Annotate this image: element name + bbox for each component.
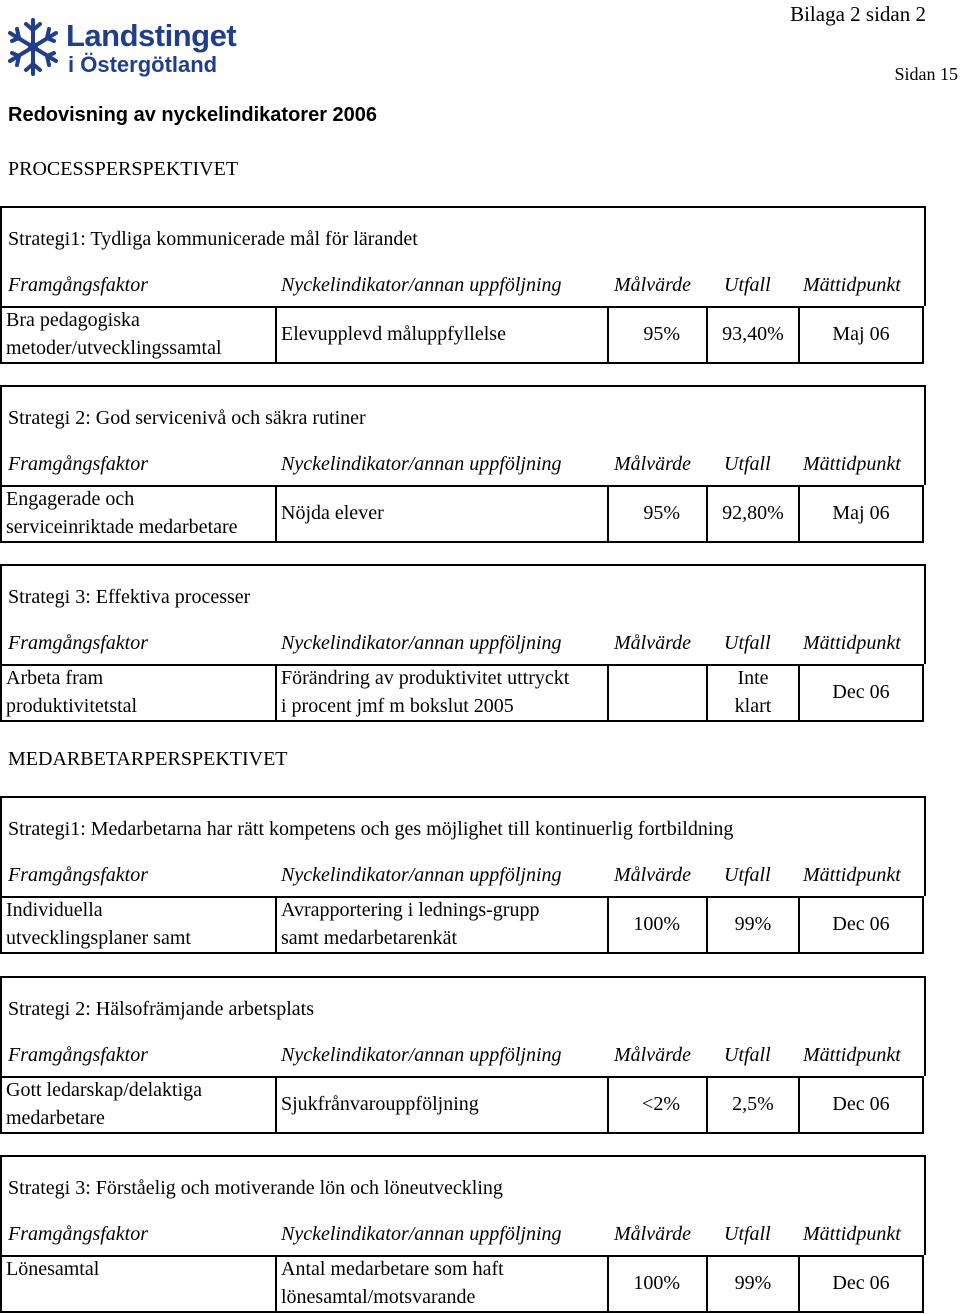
- page-number: Sidan 15: [894, 64, 958, 84]
- target-cell: [607, 664, 708, 722]
- time-cell: [798, 664, 924, 722]
- factor-cell: [0, 485, 277, 543]
- target-cell: [607, 306, 708, 364]
- indicator-text: lönesamtal/motsvarande: [281, 1286, 476, 1308]
- column-header-c3: Målvärde: [614, 1223, 692, 1245]
- indicator-text: Avrapportering i lednings-grupp: [281, 899, 540, 921]
- indicator-text: Förändring av produktivitet uttryckt: [281, 667, 570, 689]
- column-header-c1: Framgångsfaktor: [8, 864, 148, 886]
- indicator-text: i procent jmf m bokslut 2005: [281, 695, 514, 717]
- factor-cell: [0, 1255, 277, 1313]
- time-cell: [798, 306, 924, 364]
- strategy-frame: [0, 1030, 926, 1076]
- outcome-text: Inte: [737, 667, 769, 689]
- column-header-c1: Framgångsfaktor: [8, 453, 148, 475]
- column-header-c3: Målvärde: [614, 1044, 692, 1066]
- target-text: 95%: [643, 502, 680, 524]
- strategy-header: [0, 796, 926, 852]
- outcome-text: 2,5%: [732, 1093, 774, 1115]
- column-header-c2: Nyckelindikator/annan uppföljning: [281, 632, 562, 654]
- target-cell: [607, 1076, 708, 1134]
- column-header-c1: Framgångsfaktor: [8, 1223, 148, 1245]
- time-cell: [798, 896, 924, 954]
- column-header-c1: Framgångsfaktor: [8, 632, 148, 654]
- outcome-text: 93,40%: [722, 323, 784, 345]
- outcome-cell: [706, 664, 800, 722]
- target-cell: [607, 485, 708, 543]
- factor-cell: [0, 896, 277, 954]
- time-text: Dec 06: [832, 1272, 890, 1294]
- time-text: Maj 06: [832, 323, 890, 345]
- indicator-text: Sjukfrånvarouppföljning: [281, 1093, 479, 1115]
- column-header-c1: Framgångsfaktor: [8, 274, 148, 296]
- time-text: Dec 06: [832, 913, 890, 935]
- outcome-cell: [706, 896, 800, 954]
- outcome-cell: [706, 485, 800, 543]
- column-header-c2: Nyckelindikator/annan uppföljning: [281, 453, 562, 475]
- logo-text-line2: i Östergötland: [68, 52, 218, 77]
- snowflake-logo-icon: [4, 14, 62, 80]
- section-title: PROCESSPERSPEKTIVET: [8, 158, 239, 180]
- column-header-c2: Nyckelindikator/annan uppföljning: [281, 1044, 562, 1066]
- target-cell: [607, 1255, 708, 1313]
- factor-cell: [0, 664, 277, 722]
- target-text: 95%: [643, 323, 680, 345]
- time-cell: [798, 1255, 924, 1313]
- column-header-c4: Utfall: [724, 274, 771, 296]
- indicator-text: samt medarbetarenkät: [281, 927, 458, 949]
- column-header-c5: Mättidpunkt: [803, 632, 901, 654]
- indicator-cell: [275, 1255, 609, 1313]
- column-header-c1: Framgångsfaktor: [8, 1044, 148, 1066]
- target-cell: [607, 896, 708, 954]
- column-header-c4: Utfall: [724, 1223, 771, 1245]
- outcome-text: 99%: [734, 1272, 772, 1294]
- time-cell: [798, 485, 924, 543]
- column-header-c5: Mättidpunkt: [803, 1044, 901, 1066]
- time-cell: [798, 1076, 924, 1134]
- strategy-header: [0, 206, 926, 262]
- outcome-text: klart: [734, 695, 772, 717]
- indicator-cell: [275, 1076, 609, 1134]
- factor-text: Bra pedagogiska: [6, 309, 140, 331]
- indicator-text: Antal medarbetare som haft: [281, 1258, 504, 1280]
- logo-text-line1: Landstinget: [66, 18, 237, 53]
- strategy-header: [0, 564, 926, 620]
- factor-text: utvecklingsplaner samt: [6, 927, 191, 949]
- target-text: 100%: [633, 913, 680, 935]
- column-header-c3: Målvärde: [614, 453, 692, 475]
- factor-text: Engagerade och: [6, 488, 135, 510]
- column-header-c3: Målvärde: [614, 632, 692, 654]
- factor-text: medarbetare: [6, 1107, 105, 1129]
- indicator-text: Elevupplevd måluppfyllelse: [281, 323, 506, 345]
- factor-text: Arbeta fram: [6, 667, 104, 689]
- factor-text: metoder/utvecklingssamtal: [6, 337, 222, 359]
- factor-text: produktivitetstal: [6, 695, 138, 717]
- indicator-cell: [275, 306, 609, 364]
- column-header-c3: Målvärde: [614, 274, 692, 296]
- strategy-header: [0, 1155, 926, 1211]
- time-text: Dec 06: [832, 1093, 890, 1115]
- section-title: MEDARBETARPERSPEKTIVET: [8, 748, 288, 770]
- strategy-name: Strategi 3: Förståelig och motiverande lön och löneutveckling: [8, 1177, 503, 1199]
- indicator-cell: [275, 485, 609, 543]
- strategy-name: Strategi1: Medarbetarna har rätt kompetens och ges möjlighet till kontinuerlig fortbildning: [8, 818, 734, 840]
- document-title: Redovisning av nyckelindikatorer 2006: [8, 104, 378, 126]
- outcome-cell: [706, 306, 800, 364]
- strategy-name: Strategi 3: Effektiva processer: [8, 586, 251, 608]
- column-header-c5: Mättidpunkt: [803, 453, 901, 475]
- strategy-name: Strategi 2: God servicenivå och säkra rutiner: [8, 407, 366, 429]
- factor-text: Individuella: [6, 899, 103, 921]
- column-header-c4: Utfall: [724, 1044, 771, 1066]
- column-header-c5: Mättidpunkt: [803, 1223, 901, 1245]
- indicator-cell: [275, 664, 609, 722]
- column-header-c4: Utfall: [724, 864, 771, 886]
- column-header-c5: Mättidpunkt: [803, 274, 901, 296]
- appendix-label: Bilaga 2 sidan 2: [790, 2, 926, 26]
- outcome-cell: [706, 1076, 800, 1134]
- column-header-c2: Nyckelindikator/annan uppföljning: [281, 864, 562, 886]
- target-text: <2%: [642, 1093, 680, 1115]
- strategy-frame: [0, 850, 926, 896]
- time-text: Maj 06: [832, 502, 890, 524]
- column-header-c4: Utfall: [724, 632, 771, 654]
- indicator-text: Nöjda elever: [281, 502, 384, 524]
- time-text: Dec 06: [832, 681, 890, 703]
- factor-text: Lönesamtal: [6, 1258, 100, 1280]
- target-text: 100%: [633, 1272, 680, 1294]
- indicator-cell: [275, 896, 609, 954]
- strategy-frame: [0, 439, 926, 485]
- strategy-name: Strategi 2: Hälsofrämjande arbetsplats: [8, 998, 315, 1020]
- column-header-c2: Nyckelindikator/annan uppföljning: [281, 1223, 562, 1245]
- strategy-frame: [0, 618, 926, 664]
- column-header-c4: Utfall: [724, 453, 771, 475]
- strategy-header: [0, 385, 926, 441]
- factor-text: Gott ledarskap/delaktiga: [6, 1079, 203, 1101]
- factor-text: serviceinriktade medarbetare: [6, 516, 238, 538]
- strategy-frame: [0, 260, 926, 306]
- outcome-text: 99%: [734, 913, 772, 935]
- outcome-cell: [706, 1255, 800, 1313]
- landstinget-logo: [4, 14, 264, 84]
- strategy-frame: [0, 1209, 926, 1255]
- strategy-name: Strategi1: Tydliga kommunicerade mål för lärandet: [8, 228, 418, 250]
- factor-cell: [0, 1076, 277, 1134]
- strategy-header: [0, 976, 926, 1032]
- column-header-c5: Mättidpunkt: [803, 864, 901, 886]
- column-header-c2: Nyckelindikator/annan uppföljning: [281, 274, 562, 296]
- column-header-c3: Målvärde: [614, 864, 692, 886]
- factor-cell: [0, 306, 277, 364]
- outcome-text: 92,80%: [722, 502, 784, 524]
